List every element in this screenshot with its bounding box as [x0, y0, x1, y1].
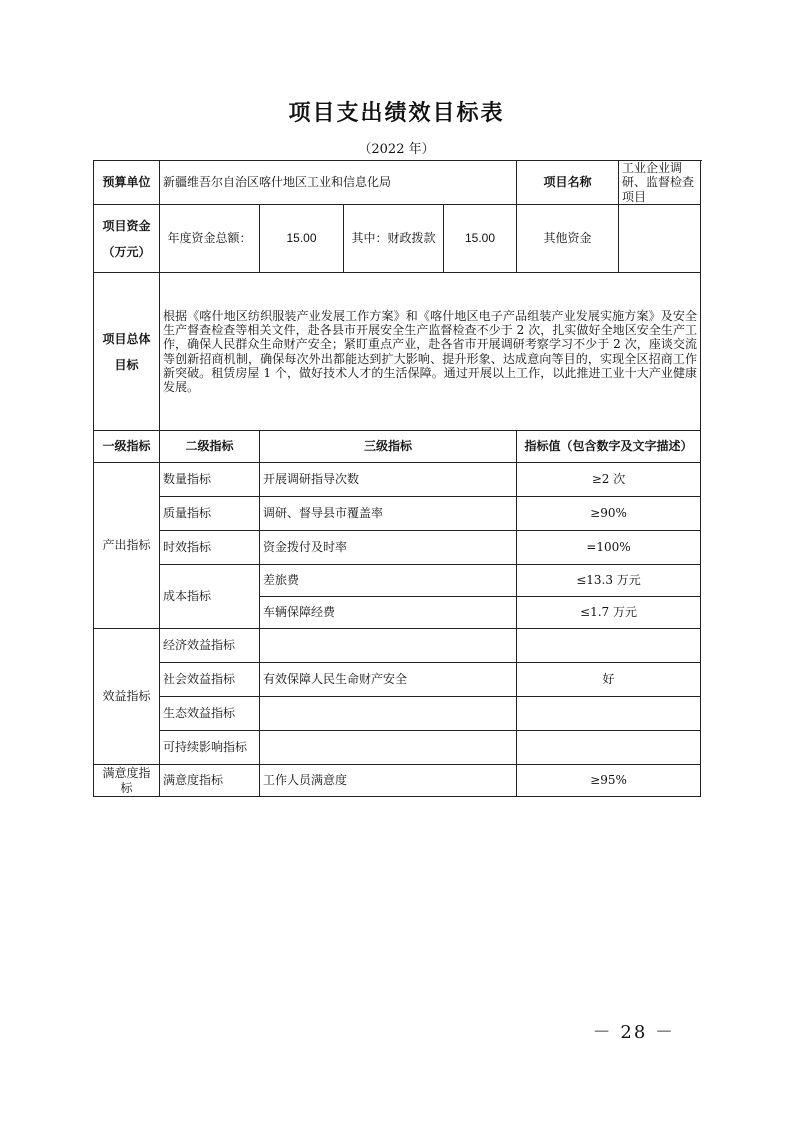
table-row	[94, 731, 701, 765]
sustainable-value	[517, 731, 701, 765]
sustainable-level2: 可持续影响指标	[160, 731, 260, 765]
project-name-value: 工业企业调研、监督检查项目	[619, 161, 701, 205]
table-row	[94, 463, 701, 497]
sustainable-level3	[260, 731, 517, 765]
funds-label-line2: （万元）	[102, 244, 151, 259]
header-level2: 二级指标	[160, 431, 260, 463]
vehicle-value: ≤1.7 万元	[517, 597, 701, 629]
output-level1: 产出指标	[94, 463, 160, 629]
economic-level3	[260, 629, 517, 663]
satisfaction-level3: 工作人员满意度	[260, 765, 517, 797]
quality-level3: 调研、督导县市覆盖率	[260, 497, 517, 531]
annual-total-value: 15.00	[260, 205, 344, 273]
page-title: 项目支出绩效目标表	[288, 101, 505, 126]
page-number: － 28 －	[592, 1022, 675, 1043]
table-row	[94, 697, 701, 731]
timeliness-level3: 资金拨付及时率	[260, 531, 517, 565]
annual-total-label: 年度资金总额：	[160, 205, 260, 273]
social-value: 好	[517, 663, 701, 697]
quality-level2: 质量指标	[160, 497, 260, 531]
fiscal-label: 其中：财政拨款	[344, 205, 444, 273]
cost-level2: 成本指标	[160, 565, 260, 629]
table-row	[94, 531, 701, 565]
table-row	[94, 663, 701, 697]
goal-row	[94, 273, 701, 431]
timeliness-value: =100%	[517, 531, 701, 565]
satisfaction-level1: 满意度指标	[94, 765, 160, 797]
vehicle-level3: 车辆保障经费	[260, 597, 517, 629]
funds-label	[94, 205, 160, 273]
header-row	[94, 431, 701, 463]
header-level1: 一级指标	[94, 431, 160, 463]
satisfaction-level2: 满意度指标	[160, 765, 260, 797]
project-name-label: 项目名称	[517, 161, 619, 205]
header-level3: 三级指标	[260, 431, 517, 463]
info-row	[94, 161, 701, 205]
ecological-level3	[260, 697, 517, 731]
quantity-value: ≥2 次	[517, 463, 701, 497]
budget-unit-value: 新疆维吾尔自治区喀什地区工业和信息化局	[160, 161, 517, 205]
table-row	[94, 629, 701, 663]
other-funds-label: 其他资金	[517, 205, 619, 273]
header-value: 指标值（包含数字及文字描述）	[517, 431, 701, 463]
table-row	[94, 765, 701, 797]
fiscal-value: 15.00	[444, 205, 517, 273]
timeliness-level2: 时效指标	[160, 531, 260, 565]
benefit-level1: 效益指标	[94, 629, 160, 765]
satisfaction-value: ≥95%	[517, 765, 701, 797]
social-level2: 社会效益指标	[160, 663, 260, 697]
goal-label: 项目总体目标	[94, 273, 160, 431]
budget-unit-label: 预算单位	[94, 161, 160, 205]
quantity-level3: 开展调研指导次数	[260, 463, 517, 497]
travel-level3: 差旅费	[260, 565, 517, 597]
performance-target-table	[93, 160, 701, 797]
economic-level2: 经济效益指标	[160, 629, 260, 663]
table-row	[94, 497, 701, 531]
table-row	[94, 565, 701, 597]
ecological-level2: 生态效益指标	[160, 697, 260, 731]
ecological-value	[517, 697, 701, 731]
travel-value: ≤13.3 万元	[517, 565, 701, 597]
goal-text: 根据《喀什地区纺织服装产业发展工作方案》和《喀什地区电子产品组装产业发展实施方案》及安全生产督查检查等相关文件，赴各县市开展安全生产监督检查不少于 2 次，扎实做好全地区安全生产工作，确保人民群众生命财产安全；紧盯重点产业，赴各省市开展调研考察学习不少于 2 次，座谈交流等创新招商机制，确保每次外出都能达到扩大影响、提升形象、达成意向等目的，实现全区招商工作新突破。租赁房屋 1 个，做好技术人才的生活保障。通过开展以上工作，以此推进工业十大产业健康发展。	[160, 273, 701, 431]
year-label: （2022 年）	[358, 142, 435, 157]
economic-value	[517, 629, 701, 663]
quality-value: ≥90%	[517, 497, 701, 531]
quantity-level2: 数量指标	[160, 463, 260, 497]
funds-label-line1: 项目资金	[102, 218, 151, 233]
social-level3: 有效保障人民生命财产安全	[260, 663, 517, 697]
funds-row	[94, 205, 701, 273]
other-funds-value	[619, 205, 701, 273]
